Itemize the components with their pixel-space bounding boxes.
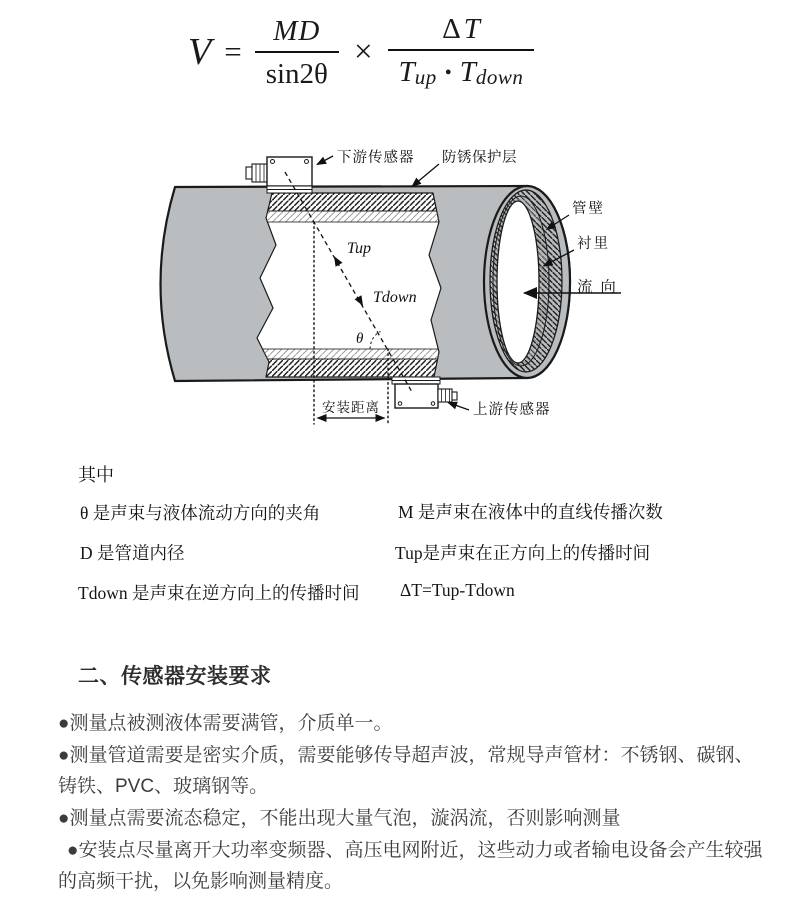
multiply-sign: × xyxy=(353,33,373,70)
tdown-sub: down xyxy=(475,65,524,89)
t-symbol: T xyxy=(463,13,480,45)
pipe-end-face xyxy=(484,186,570,378)
antirust-layer-label: 防锈保护层 xyxy=(442,150,517,166)
upstream-sensor xyxy=(392,377,457,408)
formula-variable-v: V xyxy=(188,31,212,73)
antirust-leader xyxy=(412,164,439,187)
numerator-md: MD xyxy=(273,14,321,47)
definition-tup: Tup是声束在正方向上的传播时间 xyxy=(395,543,651,563)
upstream-sensor-label: 上游传感器 xyxy=(473,402,551,418)
requirement-line: 的高频干扰，以免影响测量精度。 xyxy=(58,871,344,893)
denominator-tup-tdown xyxy=(388,55,535,92)
install-distance-label: 安装距离 xyxy=(322,400,380,415)
definition-deltat: ΔT=Tup-Tdown xyxy=(400,580,515,600)
flow-direction-label: 流 向 xyxy=(577,279,618,296)
fraction-md-sin2theta xyxy=(255,14,339,91)
requirements-list xyxy=(58,708,763,898)
lining-label: 衬里 xyxy=(577,236,610,252)
top-lining-hatch xyxy=(256,211,442,222)
requirement-line: ●测量管道需要是密实介质，需要能够传导超声波，常规导声管材：不锈钢、碳钢、 xyxy=(58,744,754,766)
requirement-line: ●测量点被测液体需要满管，介质单一。 xyxy=(58,713,393,734)
tup-t: T xyxy=(398,56,415,88)
delta-symbol: Δ xyxy=(442,13,461,45)
definition-tdown: Tdown 是声束在逆方向上的传播时间 xyxy=(78,583,360,603)
fraction-deltat xyxy=(388,12,535,92)
top-wall-hatch xyxy=(256,193,442,211)
velocity-formula xyxy=(188,2,534,102)
dot-operator: • xyxy=(444,62,452,84)
bottom-wall-hatch xyxy=(256,359,442,377)
pipe-wall-label: 管壁 xyxy=(572,201,605,217)
upstream-leader xyxy=(448,403,469,411)
bottom-lining-hatch xyxy=(256,349,442,359)
fraction-bar xyxy=(388,49,535,51)
tdown-t: T xyxy=(459,56,476,88)
denominator-sin2theta: sin2θ xyxy=(265,57,328,90)
downstream-leader xyxy=(317,156,333,165)
definition-m: M 是声束在液体中的直线传播次数 xyxy=(398,502,663,522)
section-heading: 二、传感器安装要求 xyxy=(78,665,272,688)
requirement-line: ●安装点尽量离开大功率变频器、高压电网附近，这些动力或者输电设备会产生较强 xyxy=(67,839,763,861)
definitions-intro: 其中 xyxy=(78,465,114,485)
equals-sign: = xyxy=(224,34,242,69)
tdown-label: Tdown xyxy=(373,289,417,306)
requirement-line: 铸铁、PVC、玻璃钢等。 xyxy=(58,776,269,798)
numerator-deltat xyxy=(431,12,491,46)
fraction-bar xyxy=(255,51,339,53)
tup-label: Tup xyxy=(347,240,372,257)
end-bore xyxy=(497,201,539,363)
theta-label: θ xyxy=(356,331,364,347)
tup-sub: up xyxy=(414,65,437,89)
definition-d: D 是管道内径 xyxy=(80,543,185,563)
definition-theta: θ 是声束与液体流动方向的夹角 xyxy=(80,503,321,523)
requirement-line: ●测量点需要流态稳定，不能出现大量气泡，漩涡流，否则影响测量 xyxy=(58,808,621,830)
downstream-sensor-label: 下游传感器 xyxy=(337,150,415,166)
pipe-sensor-diagram xyxy=(140,140,680,440)
